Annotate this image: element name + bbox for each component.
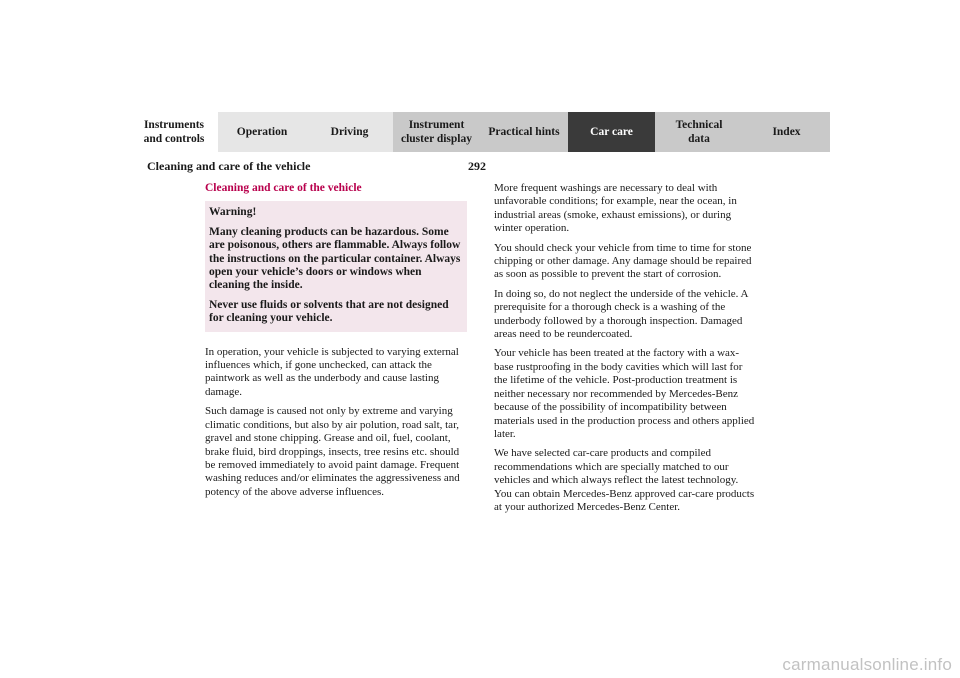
warning-paragraph: Many cleaning products can be hazardous. Some are poisonous, others are flammable. Always follow the instructions on the particular container. Always open your vehicle’s doors or windows when cleaning the inside. <box>209 225 461 292</box>
body-paragraph: Such damage is caused not only by extreme and varying climatic conditions, but also by air polution, road salt, tar, gravel and stone chipping. Grease and oil, fuel, coolant, brake fluid, bird droppings, insects, tree resins etc. should be removed immediately to avoid paint damage. Frequent washing reduces and/or eliminates the aggressiveness and potency of the above adverse influences. <box>205 405 460 498</box>
right-column <box>494 182 756 520</box>
tab-index[interactable]: Index <box>743 112 830 152</box>
warning-paragraph: Never use fluids or solvents that are not designed for cleaning your vehicle. <box>209 298 449 325</box>
page-number: 292 <box>468 159 486 173</box>
running-head: Cleaning and care of the vehicle <box>147 159 311 173</box>
warning-title: Warning! <box>209 206 257 219</box>
section-title: Cleaning and care of the vehicle <box>205 182 362 194</box>
tab-instruments-and-controls[interactable]: Instruments and controls <box>143 119 205 145</box>
body-paragraph: More frequent washings are necessary to deal with unfavorable conditions; for example, near the ocean, in industrial areas (smoke, exhaust emissions), or during winter operation. <box>494 182 737 235</box>
body-paragraph: In operation, your vehicle is subjected to varying external influences which, if gone unchecked, can attack the paintwork as well as the underbody and cause lasting damage. <box>205 345 459 398</box>
body-paragraph: In doing so, do not neglect the underside of the vehicle. A prerequisite for a thorough check is a washing of the underbody followed by a thorough inspection. Damaged areas need to be reundercoated. <box>494 287 748 341</box>
section-tab-bar <box>130 112 830 152</box>
tab-driving[interactable]: Driving <box>306 112 393 152</box>
body-paragraph: You should check your vehicle from time to time for stone chipping or other damage. Any damage should be repaired as soon as possible to prevent the start of corrosion. <box>494 241 752 281</box>
tab-technical-data[interactable]: Technical data <box>655 112 743 152</box>
body-paragraph: Your vehicle has been treated at the factory with a wax-base rustproofing in the body cavities which will last for the lifetime of the vehicle. Post-production treatment is neither necessary nor recommended by Mercedes-Benz because of the possibility of incompatibility between materials used in the production process and others applied later. <box>494 347 755 440</box>
body-paragraph: We have selected car-care products and compiled recommendations which are specially matched to our vehicles and which always reflect the latest technology. You can obtain Mercedes-Benz approved car-care products at your authorized Mercedes-Benz Center. <box>494 447 755 513</box>
tab-operation[interactable]: Operation <box>218 112 306 152</box>
tab-practical-hints[interactable]: Practical hints <box>480 112 568 152</box>
warning-box <box>205 201 467 331</box>
left-column <box>205 182 467 505</box>
tab-car-care[interactable]: Car care <box>568 112 655 152</box>
site-watermark: carmanualsonline.info <box>782 655 952 674</box>
tab-instrument-cluster-display[interactable]: Instrument cluster display <box>393 112 480 152</box>
